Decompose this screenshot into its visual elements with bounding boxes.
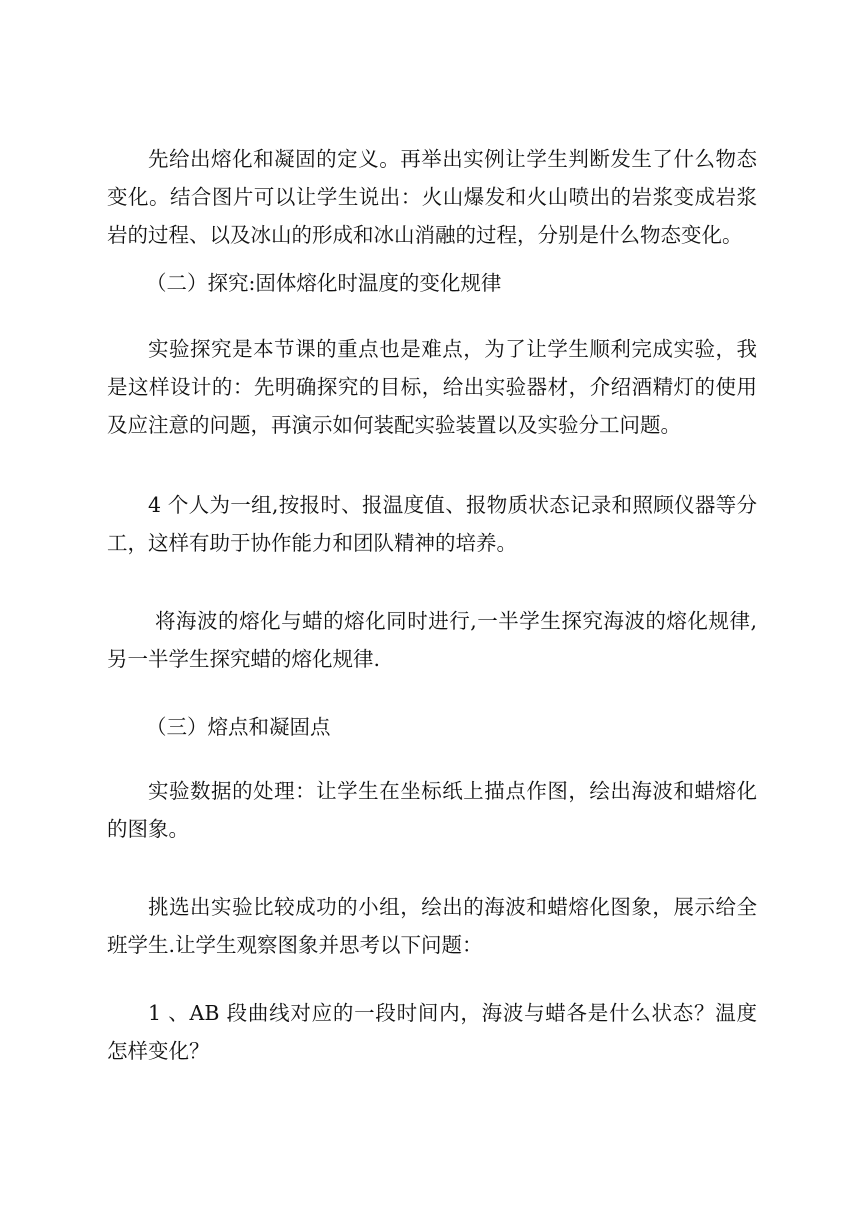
paragraph-selected-groups: 挑选出实验比较成功的小组，绘出的海波和蜡熔化图象，展示给全班学生.让学生观察图象并思考以下问题： [107, 895, 757, 957]
section-heading-3: （三）熔点和凝固点 [146, 715, 331, 739]
paragraph-data-processing: 实验数据的处理：让学生在坐标纸上描点作图，绘出海波和蜡熔化的图象。 [107, 779, 757, 841]
section-heading-2: （二）探究:固体熔化时温度的变化规律 [146, 271, 502, 295]
paragraph-parallel-experiments: 将海波的熔化与蜡的熔化同时进行,一半学生探究海波的熔化规律,另一半学生探究蜡的熔化规律. [107, 609, 757, 671]
paragraph-experiment-design: 实验探究是本节课的重点也是难点，为了让学生顺利完成实验，我是这样设计的：先明确探究的目标，给出实验器材，介绍酒精灯的使用及应注意的问题，再演示如何装配实验装置以及实验分工问题。 [107, 337, 757, 437]
question-1: 1 、AB 段曲线对应的一段时间内，海波与蜡各是什么状态？温度怎样变化？ [107, 1001, 757, 1063]
paragraph-definition: 先给出熔化和凝固的定义。再举出实例让学生判断发生了什么物态变化。结合图片可以让学生说出：火山爆发和火山喷出的岩浆变成岩浆岩的过程、以及冰山的形成和冰山消融的过程，分别是什么物态变化。 [107, 147, 757, 247]
paragraph-group-division: 4 个人为一组,按报时、报温度值、报物质状态记录和照顾仪器等分工，这样有助于协作能力和团队精神的培养。 [107, 493, 757, 555]
